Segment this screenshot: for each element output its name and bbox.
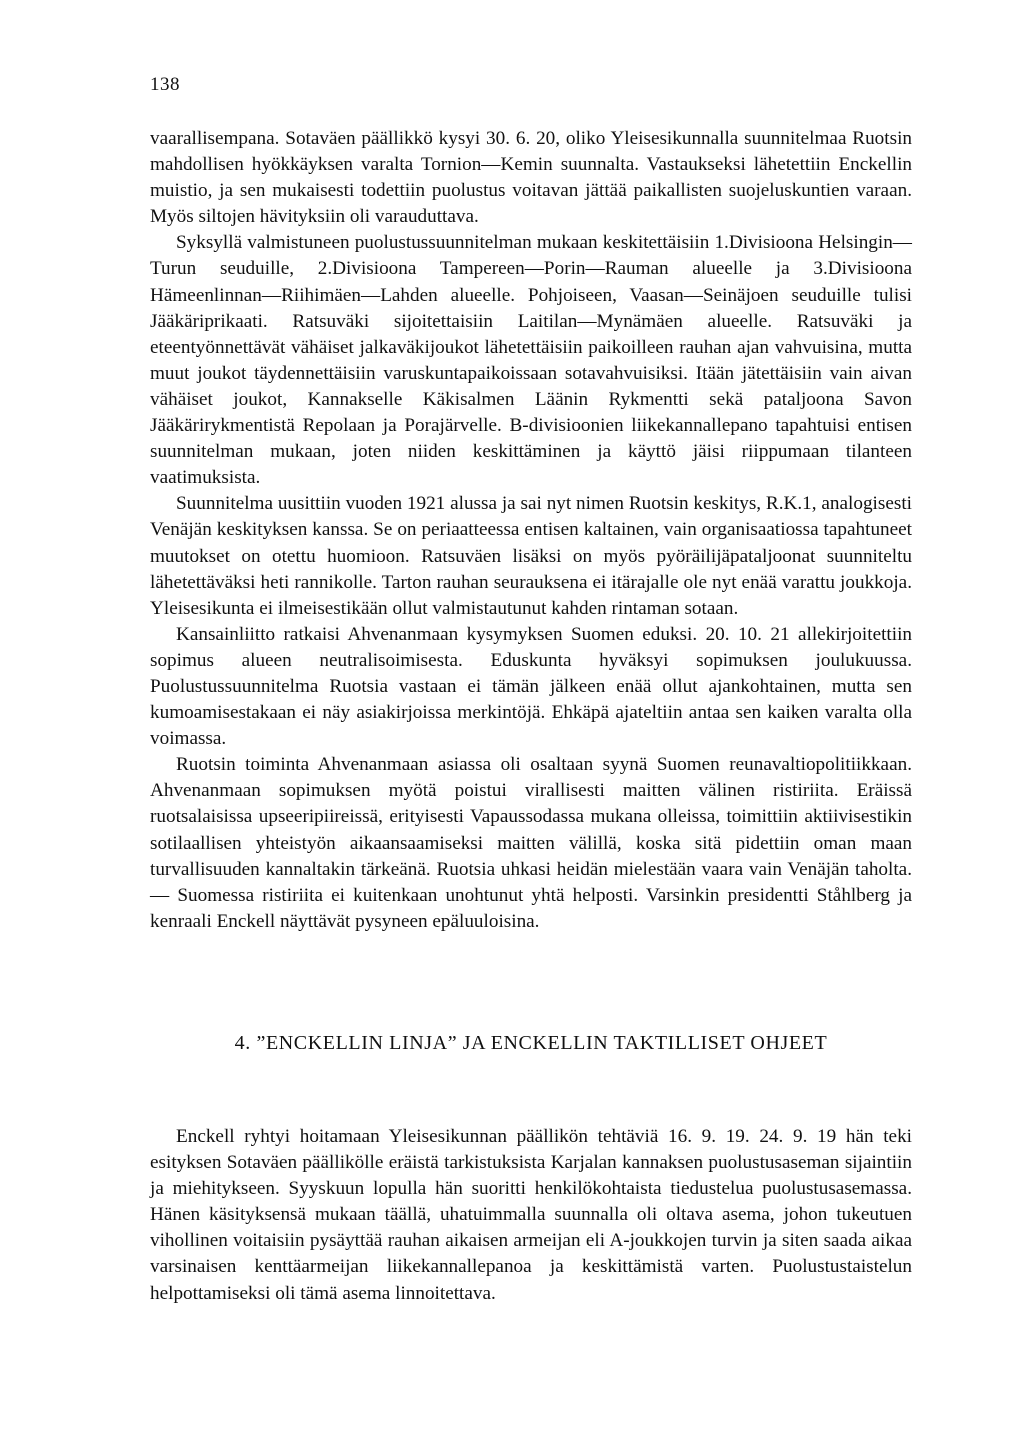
paragraph: Enckell ryhtyi hoitamaan Yleisesikunnan päällikön tehtäviä 16. 9. 19. 24. 9. 19 hän teki esityksen Sotaväen päällikölle eräistä tarkistuksista Karjalan kannaksen puolustusaseman sijaintiin ja miehitykseen. Syyskuun lopulla hän suoritti henkilökohtaista tiedustelua puolustusasemassa. Hänen käsityksensä mukaan täällä, uhatuimmalla suunnalla oli oltava asema, johon tukeutuen vihollinen voitaisiin pysäyttää rauhan aikaisen armeijan eli A-joukkojen turvin ja siten saada aikaa varsinaisen kenttäarmeijan liikekannallepanoa ja keskittämistä varten. Puolustustaistelun helpottamiseksi oli tämä asema linnoitettava. (150, 1126, 912, 1304)
paragraph: Ruotsin toiminta Ahvenanmaan asiassa oli osaltaan syynä Suomen reunavaltiopolitiikkaan. Ahvenanmaan sopimuksen myötä poistui virallisesti maitten välinen ristiriita. Eräissä ruotsalaisissa upseeripiireissä, erityisesti Vapaussodassa mukana olleissa, toimittiin aktiivisestikin sotilaallisen yhteistyön aikaansaamiseksi maitten välillä, koska sitä pidettiin oman maan turvallisuuden kannaltakin tärkeänä. Ruotsia uhkasi heidän mielestään vaara vain Venäjän taholta. — Suomessa ristiriita ei kuitenkaan unohtunut yhtä helposti. Varsinkin presidentti Ståhlberg ja kenraali Enckell näyttävät pysyneen epäluuloisina. (150, 754, 912, 932)
page-number: 138 (150, 74, 180, 95)
section-heading: 4. ”ENCKELLIN LINJA” JA ENCKELLIN TAKTILLISET OHJEET (234, 1032, 828, 1054)
paragraph: Kansainliitto ratkaisi Ahvenanmaan kysymyksen Suomen eduksi. 20. 10. 21 allekirjoitettiin sopimus alueen neutralisoimisesta. Eduskunta hyväksyi sopimuksen joulukuussa. Puolustussuunnitelma Ruotsia vastaan ei tämän jälkeen enää ollut ajankohtainen, mutta sen kumoamisestakaan ei näy asiakirjoissa merkintöjä. Ehkäpä ajateltiin antaa sen kaiken varalta olla voimassa. (150, 623, 912, 750)
section-text (150, 1124, 912, 1307)
paragraph: Syksyllä valmistuneen puolustussuunnitelman mukaan keskitettäisiin 1.Divisioona Helsingin—Turun seuduille, 2.Divisioona Tampereen—Porin—Rauman alueelle ja 3.Divisioona Hämeenlinnan—Riihimäen—Lahden alueelle. Pohjoiseen, Vaasan—Seinäjoen seuduille tulisi Jääkäriprikaati. Ratsuväki sijoitettaisiin Laitilan—Mynämäen alueelle. Ratsuväki ja eteentyönnettävät vähäiset jalkaväkijoukot lähetettäisiin paikoilleen rauhan ajan vahvuisina, mutta muut joukot täydennettäisiin varuskuntapaikoissaan sotavahvuisiksi. Itään jätettäisiin vain aivan vähäiset joukot, Kannakselle Käkisalmen Läänin Rykmentti sekä pataljoona Savon Jääkärirykmentistä Repolaan ja Porajärvelle. B-divisioonien liikekannallepano tapahtuisi entisen suunnitelman mukaan, joten niiden keskittäminen ja käyttö jäisi riippumaan tilanteen vaatimuksista. (150, 232, 912, 489)
paragraph: vaarallisempana. Sotaväen päällikkö kysyi 30. 6. 20, oliko Yleisesikunnalla suunnitelmaa Ruotsin mahdollisen hyökkäyksen varalta Tornion—Kemin suunnalta. Vastaukseksi lähetettiin Enckellin muistio, ja sen mukaisesti todettiin puolustus voitavan jättää paikallisten suojeluskuntien varaan. Myös siltojen hävityksiin oli varauduttava. (150, 128, 912, 228)
paragraph: Suunnitelma uusittiin vuoden 1921 alussa ja sai nyt nimen Ruotsin keskitys, R.K.1, analogisesti Venäjän keskityksen kanssa. Se on periaatteessa entisen kaltainen, vain organisaatiossa tapahtuneet muutokset on otettu huomioon. Ratsuväen lisäksi on myös pyöräilijäpataljoonat suunniteltu lähetettäväksi heti rannikolle. Tarton rauhan seurauksena ei itärajalle ole nyt enää varattu joukkoja. Yleisesikunta ei ilmeisestikään ollut valmistautunut kahden rintaman sotaan. (150, 493, 912, 619)
main-text (150, 126, 912, 935)
